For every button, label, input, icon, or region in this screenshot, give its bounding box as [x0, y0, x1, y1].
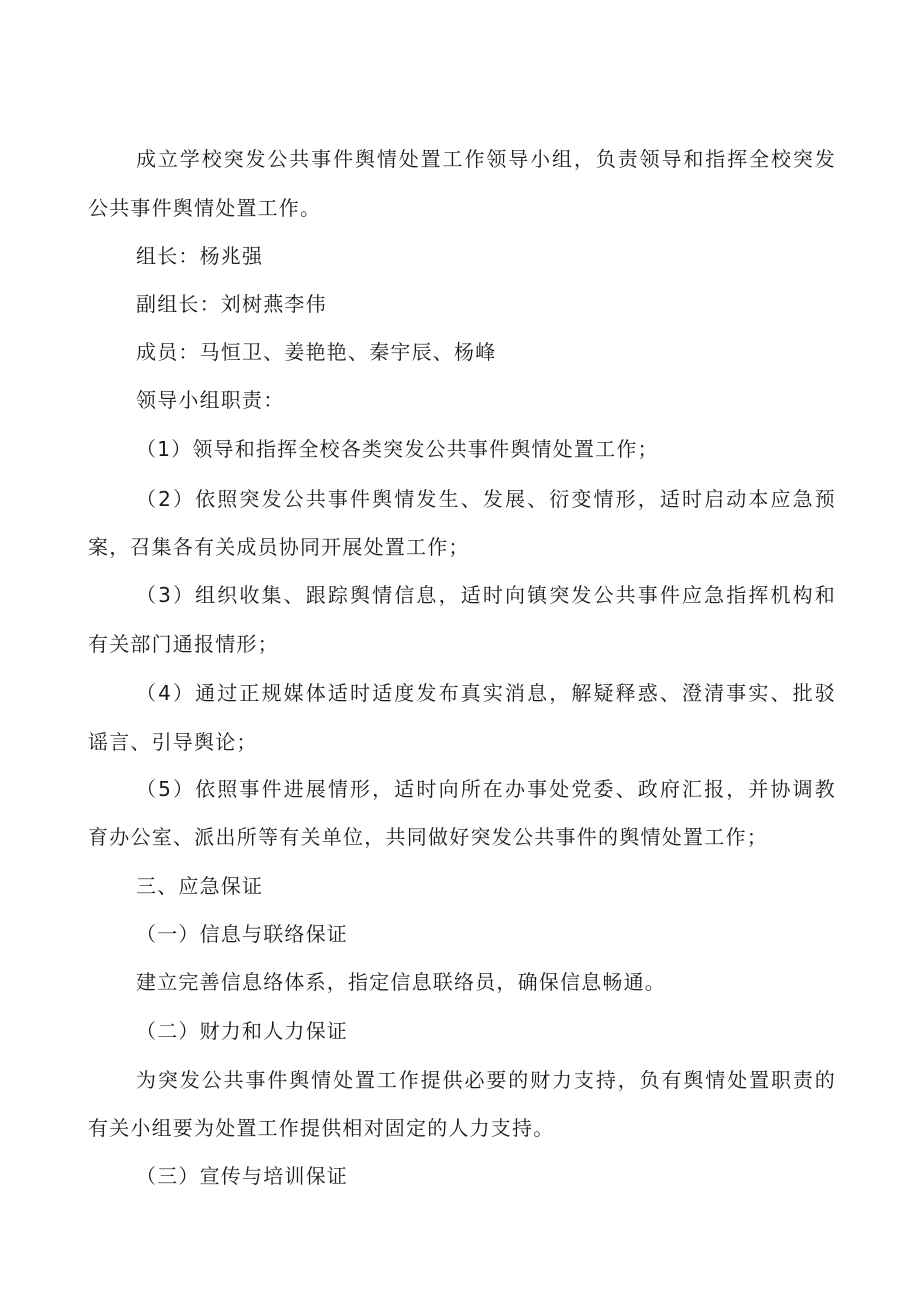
subsection-1-text: 建立完善信息络体系，指定信息联络员，确保信息畅通。 — [136, 970, 666, 994]
section-3-heading: 三、应急保证 — [136, 874, 264, 898]
duty-1: （1）领导和指挥全校各类突发公共事件舆情处置工作； — [136, 437, 659, 461]
subsection-2-heading: （二）财力和人力保证 — [136, 1019, 348, 1043]
paragraph-intro-line-1: 成立学校突发公共事件舆情处置工作领导小组，负责领导和指挥全校突发 — [136, 147, 836, 171]
duty-3-line-1: （3）组织收集、跟踪舆情信息，适时向镇突发公共事件应急指挥机构和 — [136, 583, 836, 607]
group-members: 成员：马恒卫、姜艳艳、秦宇辰、杨峰 — [136, 340, 497, 364]
vice-group-leader: 副组长：刘树燕李伟 — [136, 292, 327, 316]
duty-2-line-2: 案，召集各有关成员协同开展处置工作； — [88, 535, 470, 559]
duties-heading: 领导小组职责： — [136, 388, 285, 412]
duty-5-line-2: 育办公室、派出所等有关单位，共同做好突发公共事件的舆情处置工作； — [88, 825, 768, 849]
duty-5-line-1: （5）依照事件进展情形，适时向所在办事处党委、政府汇报，并协调教 — [136, 777, 836, 801]
group-leader: 组长：杨兆强 — [136, 244, 264, 268]
subsection-1-heading: （一）信息与联络保证 — [136, 922, 348, 946]
duty-4-line-2: 谣言、引导舆论； — [88, 730, 258, 754]
subsection-2-line-1: 为突发公共事件舆情处置工作提供必要的财力支持，负有舆情处置职责的 — [136, 1068, 836, 1092]
duty-3-line-2: 有关部门通报情形； — [88, 632, 279, 656]
subsection-2-line-2: 有关小组要为处置工作提供相对固定的人力支持。 — [88, 1116, 555, 1140]
paragraph-intro-line-2: 公共事件舆情处置工作。 — [88, 196, 322, 220]
duty-2-line-1: （2）依照突发公共事件舆情发生、发展、衍变情形，适时启动本应急预 — [136, 487, 836, 511]
duty-4-line-1: （4）通过正规媒体适时适度发布真实消息，解疑释惑、澄清事实、批驳 — [136, 681, 836, 705]
subsection-3-heading: （三）宣传与培训保证 — [136, 1164, 348, 1188]
